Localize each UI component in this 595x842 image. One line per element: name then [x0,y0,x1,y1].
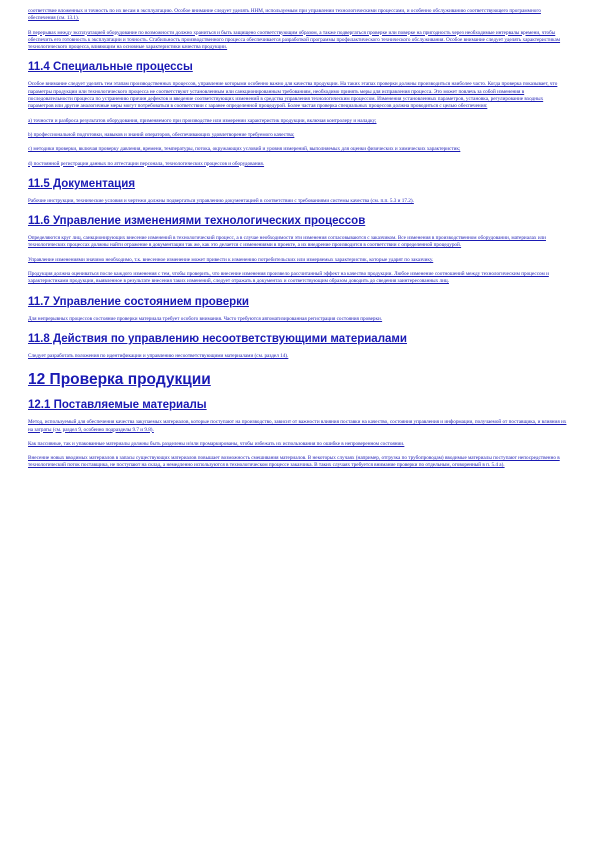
paragraph-link[interactable]: b) профессиональной подготовки, навыков и знаний операторов, обеспечивающих удовлетворение требуемого качества; [28,131,295,138]
section-heading[interactable]: 12.1 Поставляемые материалы [28,399,207,412]
section-heading[interactable]: 11.5 Документация [28,177,136,190]
paragraph-link[interactable]: Метод, используемый для обеспечения качества закупаемых материалов, которые поступают на производство, зависит от важности влияния поставки на качество, состояния управления и информации, получаемой от поставщика, и влияния их на затраты (см. раздел 9, особенно подразделы 9.7 и 9.8). [28,419,567,433]
section-heading[interactable]: 11.8 Действия по управлению несоответствующими материалами [28,332,407,345]
paragraph-link[interactable]: В перерывах между эксплуатацией оборудование по возможности должно храниться и быть защищено соответствующим образом, а также подвергаться проверке или поверке на пригодность через необходимые интервалы времени, чтобы обеспечить его готовность к эксплуатации и точность. Стабильность производственного процесса обеспечивается разработкой программы профилактического технического обслуживания. Особое внимание следует уделять характеристикам технологического процесса, влияющим на основные характеристики качества продукции. [28,29,561,51]
paragraph-link[interactable]: d) постоянной регистрации данных по аттестации персонала, технологических процессов и оборудования. [28,160,265,167]
paragraph-link[interactable]: Следует разработать положения по идентификации и управлению несоответствующими материалами (см. раздел 14). [28,352,289,359]
section-heading[interactable]: 11.4 Специальные процессы [28,61,193,74]
paragraph-link[interactable]: Для непрерывных процессов состояние проверки материала требует особого внимания. Часто требуются автоматизированная регистрация состояния проверки. [28,315,383,322]
paragraph-link[interactable]: Продукция должна оцениваться после каждого изменения с тем, чтобы проверить, что внесение изменения произвело рассчитанный эффект на качество продукции. Любое изменение соотношений между технологическим процессом и характеристиками продукции, выявленное в результате внесения таких изменений, следует отражать в документах и соответствующим образом доводить до сведения заинтересованных лиц. [28,271,549,285]
paragraph-link[interactable]: а) точности и разброса результатов оборудования, применяемого при производстве или измерении характеристик продукции, включая контролеру и наладку; [28,117,377,124]
paragraph-link[interactable]: Как пассивные, так и упакованные материалы должны быть разделены и/или промаркированы, чтобы избежать их использования по ошибке в непроверенном состоянии. [28,440,405,447]
paragraph-link[interactable]: соответствие вложенных и точность по их весам в эксплуатацию. Особое внимание следует уделять ННМ, используемым при управлении технологическими процессами, и особенно обслуживанию соответствующего программного обеспечения (см. 13.1). [28,8,541,22]
section-heading[interactable]: 11.7 Управление состоянием проверки [28,295,249,308]
section-heading[interactable]: 11.6 Управление изменениями технологических процессов [28,215,366,228]
paragraph-link[interactable]: Рабочие инструкции, технические условия и чертежи должны подвергаться управлению документацией в соответствии с требованиями системы качества (см. п.п. 5.3 и 17.2). [28,197,414,204]
paragraph-link[interactable]: Внесение новых вводимых материалов в запасы существующих материалов повышает возможность смешивания материалов. В некоторых случаях (например, отгрузка по трубопроводам) вводимые материалы поступают непосредственно в технологический поток поставщика, не поступают на склад, а немедленно используются в технологическом процессе заказчика. В таких случаях требуется внимание проверки по отдельным, оговоренный в п. 5.4 а). [28,455,560,469]
paragraph-link[interactable]: Определяются круг лиц, санкционирующих внесение изменений в технологический процесс, а в случае необходимости эти изменения согласовываются с заказчиком. Все изменения в производственном оборудовании, материалах или технологических процессах должны найти отражение в документации так же, как это делается с изменениями в проекте, а их внедрение производится в соответствии с определенной процедурой. [28,235,546,249]
paragraph-link[interactable]: Управление изменениями значимо необходимо, т.к. внесенное изменение может привести к изменению потребительских или измеряемых характеристик, которые ударят по заказчику. [28,256,434,263]
paragraph-link[interactable]: Особое внимание следует уделять тем этапам производственных процессов, управление которыми особенно важно для качества продукции. На таких этапах проверки должны производиться наиболее часто. Когда проверка показывает, что параметры продукции или технологического процесса не соответствуют установленным или санкционированным требованиям, необходимо принять меры для исправления процесса. Это может повлечь за собой изменения в последовательности процесса по устранению причин дефектов и введение соответствующих изменений в средства управления технологическим процессом. Изменения установленных параметров, установка, регулирование входных параметров или другие аналогичные меры могут потребоваться в соответствии с заранее определенной процедурой. Более частая проверка специальных процессов должна проводиться с целью обеспечения: [28,81,558,110]
paragraph-link[interactable]: c) методики проверки, включая проверку давления, времени, температуры, потока, окружающих условий и уровня измерений, выполняемых для оценки физических и химических характеристик; [28,146,461,153]
chapter-heading[interactable]: 12 Проверка продукции [28,371,211,389]
